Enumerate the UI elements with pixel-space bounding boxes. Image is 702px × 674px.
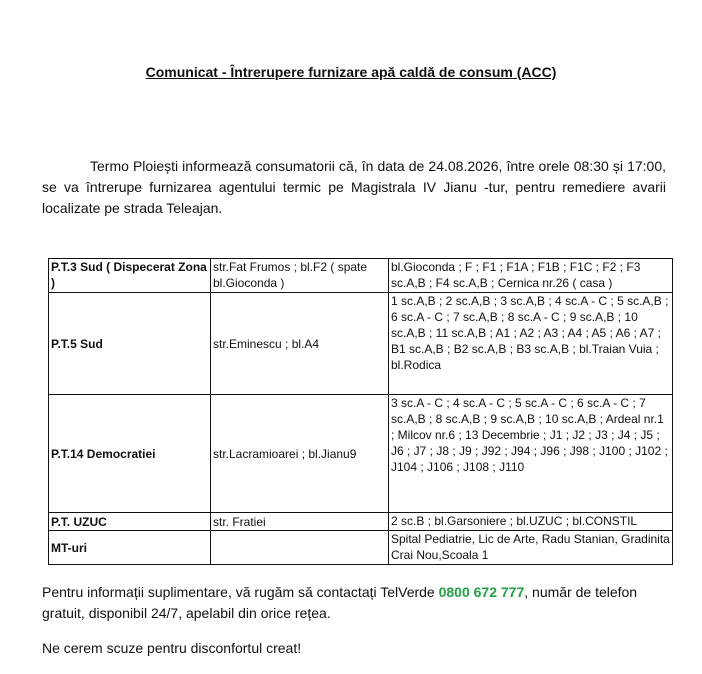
intro-connector: și [608,158,628,174]
pt-cell: P.T.14 Democratiei [49,395,211,513]
intro-text-before-date: Termo Ploiești informează consumatorii că, în data de [90,158,429,174]
blocks-cell: 3 sc.A - C ; 4 sc.A - C ; 5 sc.A - C ; 6 sc.A - C ; 7 sc.A,B ; 8 sc.A,B ; 9 sc.A,B ; 10 sc.A,B ; Ardeal nr.1 ; Milcov nr.6 ; 13 Decembrie ; J1 ; J2 ; J3 ; J4 ; J5 ; J6 ; J7 ; J8 ; J9 ; J92 ; J94 ; J96 ; J98 ; J100 ; J102 ; J104 ; J106 ; J108 ; J110 [389,395,673,513]
closing-apology: Ne cerem scuze pentru disconfortul creat! [42,640,302,656]
blocks-cell: Spital Pediatrie, Lic de Arte, Radu Stanian, Gradinita Crai Nou,Scoala 1 [389,531,673,565]
street-cell: str.Eminescu ; bl.A4 [211,293,389,395]
telverde-phone-number: 0800 672 777 [438,584,525,600]
table-row [49,531,673,565]
table-row [49,513,673,531]
title-main: Comunicat - Întrerupere furnizare apă caldă de consum [145,64,513,80]
table-row [49,259,673,293]
contact-text-before: Pentru informații suplimentare, vă rugăm să contactați TelVerde [42,584,439,600]
blocks-cell: 2 sc.B ; bl.Garsoniere ; bl.UZUC ; bl.CONSTIL [389,513,673,531]
blocks-cell: bl.Gioconda ; F ; F1 ; F1A ; F1B ; F1C ; F2 ; F3 sc.A,B ; F4 sc.A,B ; Cernica nr.26 ( casa ) [389,259,673,293]
contact-paragraph [42,582,666,624]
end-time: 17:00 [627,158,663,174]
pt-cell: P.T.3 Sud ( Dispecerat Zona ) [49,259,211,293]
street-cell [211,531,389,565]
start-time: 08:30 [573,158,609,174]
pt-cell: P.T.5 Sud [49,293,211,395]
intro-text-between: , între orele [498,158,574,174]
pt-cell: P.T. UZUC [49,513,211,531]
title-suffix: (ACC) [516,64,557,80]
street-cell: str.Lacramioarei ; bl.Jianu9 [211,395,389,513]
table-row [49,395,673,513]
outage-date: 24.08.2026 [428,158,499,174]
intro-paragraph [42,156,666,219]
outage-table [48,258,673,565]
intro-text-after: , se va întrerupe furnizarea agentului termic pe Magistrala IV Jianu -tur, pentru remediere avarii localizate pe strada Teleajan. [42,158,667,216]
street-cell: str. Fratiei [211,513,389,531]
announcement-title [0,64,702,80]
blocks-cell: 1 sc.A,B ; 2 sc.A,B ; 3 sc.A,B ; 4 sc.A - C ; 5 sc.A,B ; 6 sc.A - C ; 7 sc.A,B ; 8 sc.A - C ; 9 sc.A,B ; 10 sc.A,B ; 11 sc.A,B ; A1 ; A2 ; A3 ; A4 ; A5 ; A6 ; A7 ; B1 sc.A,B ; B2 sc.A,B ; B3 sc.A,B ; bl.Traian Vuia ; bl.Rodica [389,293,673,395]
table-row [49,293,673,395]
contact-text-after: , număr de telefon gratuit, disponibil 24/7, apelabil din orice rețea. [42,584,638,621]
pt-cell: MT-uri [49,531,211,565]
street-cell: str.Fat Frumos ; bl.F2 ( spate bl.Gioconda ) [211,259,389,293]
